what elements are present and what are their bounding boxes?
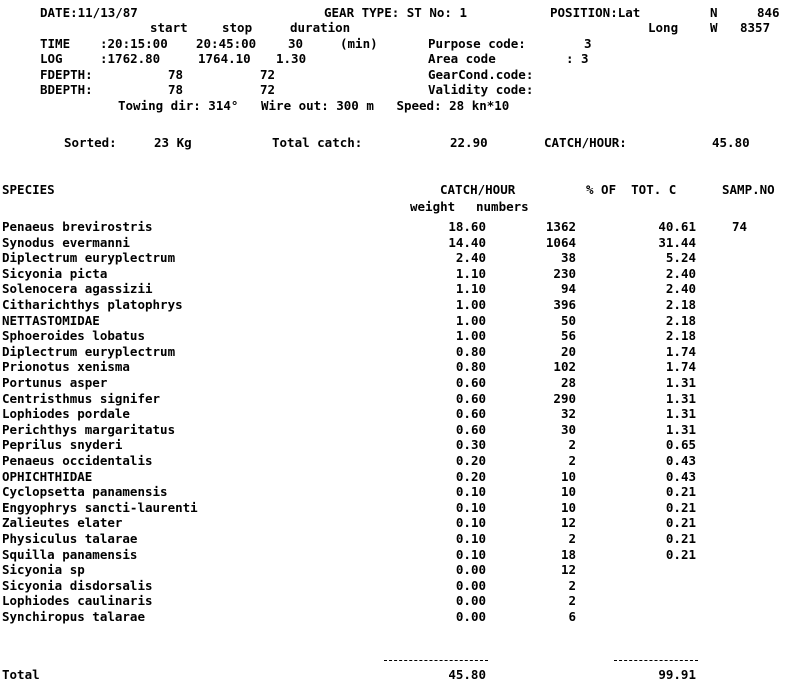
weight-cell: 0.20 bbox=[455, 453, 486, 468]
gear-type-field: GEAR TYPE: ST No: 1 bbox=[324, 5, 467, 20]
pct-cell: 0.21 bbox=[665, 500, 696, 515]
date-field: DATE:11/13/87 bbox=[40, 5, 138, 20]
species-cell: Cyclopsetta panamensis bbox=[2, 484, 168, 499]
pct-cell: 0.21 bbox=[665, 484, 696, 499]
pct-cell: 1.31 bbox=[665, 406, 696, 421]
numbers-cell: 2 bbox=[568, 593, 576, 608]
numbers-cell: 6 bbox=[568, 609, 576, 624]
pct-cell: 31.44 bbox=[658, 235, 696, 250]
total-pct-rule bbox=[614, 660, 698, 661]
weight-cell: 0.60 bbox=[455, 406, 486, 421]
weight-cell: 0.10 bbox=[455, 500, 486, 515]
towing-line: Towing dir: 314° Wire out: 300 m Speed: 28 kn*10 bbox=[118, 98, 510, 113]
weight-cell: 0.00 bbox=[455, 578, 486, 593]
pct-cell: 0.21 bbox=[665, 547, 696, 562]
pct-cell: 2.40 bbox=[665, 281, 696, 296]
numbers-cell: 50 bbox=[560, 313, 576, 328]
catch-hour-label: CATCH/HOUR: bbox=[544, 135, 627, 150]
log-stop: 1764.10 bbox=[198, 51, 251, 66]
weight-cell: 0.00 bbox=[455, 609, 486, 624]
numbers-cell: 10 bbox=[560, 500, 576, 515]
total-weight-value: 45.80 bbox=[448, 667, 486, 682]
numbers-cell: 12 bbox=[560, 515, 576, 530]
species-cell: Sicyonia sp bbox=[2, 562, 85, 577]
numbers-cell: 2 bbox=[568, 578, 576, 593]
weight-cell: 1.10 bbox=[455, 281, 486, 296]
sub-numbers-header: numbers bbox=[476, 199, 529, 214]
weight-cell: 0.10 bbox=[455, 484, 486, 499]
pct-cell: 0.43 bbox=[665, 453, 696, 468]
species-cell: Peprilus snyderi bbox=[2, 437, 123, 452]
species-cell: Physiculus talarae bbox=[2, 531, 138, 546]
species-cell: Lophiodes caulinaris bbox=[2, 593, 153, 608]
species-cell: Lophiodes pordale bbox=[2, 406, 130, 421]
weight-cell: 1.10 bbox=[455, 266, 486, 281]
pct-cell: 1.31 bbox=[665, 422, 696, 437]
numbers-cell: 10 bbox=[560, 484, 576, 499]
numbers-cell: 30 bbox=[560, 422, 576, 437]
species-cell: Squilla panamensis bbox=[2, 547, 138, 562]
purpose-code-label: Purpose code: bbox=[428, 36, 526, 51]
pct-cell: 5.24 bbox=[665, 250, 696, 265]
weight-cell: 18.60 bbox=[448, 219, 486, 234]
sorted-value: 23 Kg bbox=[154, 135, 192, 150]
species-cell: OPHICHTHIDAE bbox=[2, 469, 93, 484]
log-label: LOG bbox=[40, 51, 63, 66]
species-cell: Centristhmus signifer bbox=[2, 391, 161, 406]
lat-hemisphere: N bbox=[710, 5, 718, 20]
numbers-cell: 38 bbox=[560, 250, 576, 265]
pct-cell: 2.18 bbox=[665, 313, 696, 328]
weight-cell: 1.00 bbox=[455, 313, 486, 328]
pct-cell: 40.61 bbox=[658, 219, 696, 234]
numbers-cell: 18 bbox=[560, 547, 576, 562]
total-pct-value: 99.91 bbox=[658, 667, 696, 682]
species-cell: Sicyonia disdorsalis bbox=[2, 578, 153, 593]
pct-cell: 0.21 bbox=[665, 515, 696, 530]
col-catch-hour-header: CATCH/HOUR bbox=[440, 182, 516, 197]
numbers-cell: 1362 bbox=[545, 219, 576, 234]
numbers-cell: 20 bbox=[560, 344, 576, 359]
numbers-cell: 28 bbox=[560, 375, 576, 390]
total-label: Total bbox=[2, 667, 40, 682]
species-cell: Prionotus xenisma bbox=[2, 359, 130, 374]
col-samp-header: SAMP.NO bbox=[722, 182, 775, 197]
bdepth-start: 78 bbox=[168, 82, 184, 97]
log-duration: 1.30 bbox=[276, 51, 307, 66]
species-cell: Engyophrys sancti-laurenti bbox=[2, 500, 198, 515]
col-species-header: SPECIES bbox=[2, 182, 55, 197]
time-duration: 30 bbox=[288, 36, 304, 51]
weight-cell: 0.80 bbox=[455, 359, 486, 374]
numbers-cell: 396 bbox=[553, 297, 576, 312]
gearcond-label: GearCond.code: bbox=[428, 67, 534, 82]
fdepth-label: FDEPTH: bbox=[40, 67, 93, 82]
position-label: POSITION:Lat bbox=[550, 5, 641, 20]
pct-cell: 1.31 bbox=[665, 391, 696, 406]
pct-cell: 1.31 bbox=[665, 375, 696, 390]
weight-cell: 0.60 bbox=[455, 375, 486, 390]
numbers-cell: 12 bbox=[560, 562, 576, 577]
fdepth-start: 78 bbox=[168, 67, 184, 82]
fdepth-stop: 72 bbox=[260, 67, 276, 82]
numbers-cell: 32 bbox=[560, 406, 576, 421]
total-catch-value: 22.90 bbox=[450, 135, 488, 150]
numbers-cell: 290 bbox=[553, 391, 576, 406]
pct-cell: 0.21 bbox=[665, 531, 696, 546]
sub-weight-header: weight bbox=[410, 199, 456, 214]
time-unit: (min) bbox=[340, 36, 378, 51]
col-duration-header: duration bbox=[290, 20, 351, 35]
pct-cell: 0.65 bbox=[665, 437, 696, 452]
numbers-cell: 2 bbox=[568, 437, 576, 452]
col-stop-header: stop bbox=[222, 20, 253, 35]
species-cell: Zalieutes elater bbox=[2, 515, 123, 530]
long-label: Long bbox=[648, 20, 679, 35]
weight-cell: 0.10 bbox=[455, 547, 486, 562]
catch-hour-value: 45.80 bbox=[712, 135, 750, 150]
pct-cell: 2.40 bbox=[665, 266, 696, 281]
species-cell: Synchiropus talarae bbox=[2, 609, 145, 624]
species-cell: Perichthys margaritatus bbox=[2, 422, 176, 437]
pct-cell: 0.43 bbox=[665, 469, 696, 484]
samp-cell: 74 bbox=[732, 219, 748, 234]
species-cell: NETTASTOMIDAE bbox=[2, 313, 100, 328]
weight-cell: 0.60 bbox=[455, 391, 486, 406]
bdepth-label: BDEPTH: bbox=[40, 82, 93, 97]
time-label: TIME bbox=[40, 36, 71, 51]
species-cell: Diplectrum euryplectrum bbox=[2, 250, 176, 265]
time-stop: 20:45:00 bbox=[196, 36, 257, 51]
species-cell: Diplectrum euryplectrum bbox=[2, 344, 176, 359]
total-weight-rule bbox=[384, 660, 488, 661]
validity-label: Validity code: bbox=[428, 82, 534, 97]
species-cell: Sicyonia picta bbox=[2, 266, 108, 281]
weight-cell: 0.30 bbox=[455, 437, 486, 452]
col-start-header: start bbox=[150, 20, 188, 35]
purpose-code-value: 3 bbox=[584, 36, 592, 51]
weight-cell: 0.10 bbox=[455, 531, 486, 546]
lat-value: 846 bbox=[757, 5, 780, 20]
pct-cell: 2.18 bbox=[665, 328, 696, 343]
species-cell: Citharichthys platophrys bbox=[2, 297, 183, 312]
long-hemisphere: W bbox=[710, 20, 718, 35]
numbers-cell: 56 bbox=[560, 328, 576, 343]
pct-cell: 1.74 bbox=[665, 344, 696, 359]
numbers-cell: 94 bbox=[560, 281, 576, 296]
weight-cell: 0.60 bbox=[455, 422, 486, 437]
species-cell: Synodus evermanni bbox=[2, 235, 130, 250]
weight-cell: 0.00 bbox=[455, 562, 486, 577]
weight-cell: 0.00 bbox=[455, 593, 486, 608]
long-value: 8357 bbox=[740, 20, 771, 35]
numbers-cell: 2 bbox=[568, 453, 576, 468]
weight-cell: 1.00 bbox=[455, 328, 486, 343]
area-code-value: : 3 bbox=[566, 51, 589, 66]
species-cell: Penaeus occidentalis bbox=[2, 453, 153, 468]
weight-cell: 0.80 bbox=[455, 344, 486, 359]
numbers-cell: 230 bbox=[553, 266, 576, 281]
area-code-label: Area code bbox=[428, 51, 496, 66]
weight-cell: 14.40 bbox=[448, 235, 486, 250]
total-catch-label: Total catch: bbox=[272, 135, 363, 150]
pct-cell: 1.74 bbox=[665, 359, 696, 374]
weight-cell: 0.20 bbox=[455, 469, 486, 484]
numbers-cell: 1064 bbox=[545, 235, 576, 250]
weight-cell: 2.40 bbox=[455, 250, 486, 265]
time-start: :20:15:00 bbox=[100, 36, 168, 51]
pct-cell: 2.18 bbox=[665, 297, 696, 312]
species-cell: Portunus asper bbox=[2, 375, 108, 390]
weight-cell: 0.10 bbox=[455, 515, 486, 530]
weight-cell: 1.00 bbox=[455, 297, 486, 312]
col-pct-header: % OF TOT. C bbox=[586, 182, 677, 197]
species-cell: Solenocera agassizii bbox=[2, 281, 153, 296]
bdepth-stop: 72 bbox=[260, 82, 276, 97]
sorted-label: Sorted: bbox=[64, 135, 117, 150]
numbers-cell: 10 bbox=[560, 469, 576, 484]
species-cell: Penaeus brevirostris bbox=[2, 219, 153, 234]
log-start: :1762.80 bbox=[100, 51, 161, 66]
numbers-cell: 2 bbox=[568, 531, 576, 546]
species-cell: Sphoeroides lobatus bbox=[2, 328, 145, 343]
numbers-cell: 102 bbox=[553, 359, 576, 374]
